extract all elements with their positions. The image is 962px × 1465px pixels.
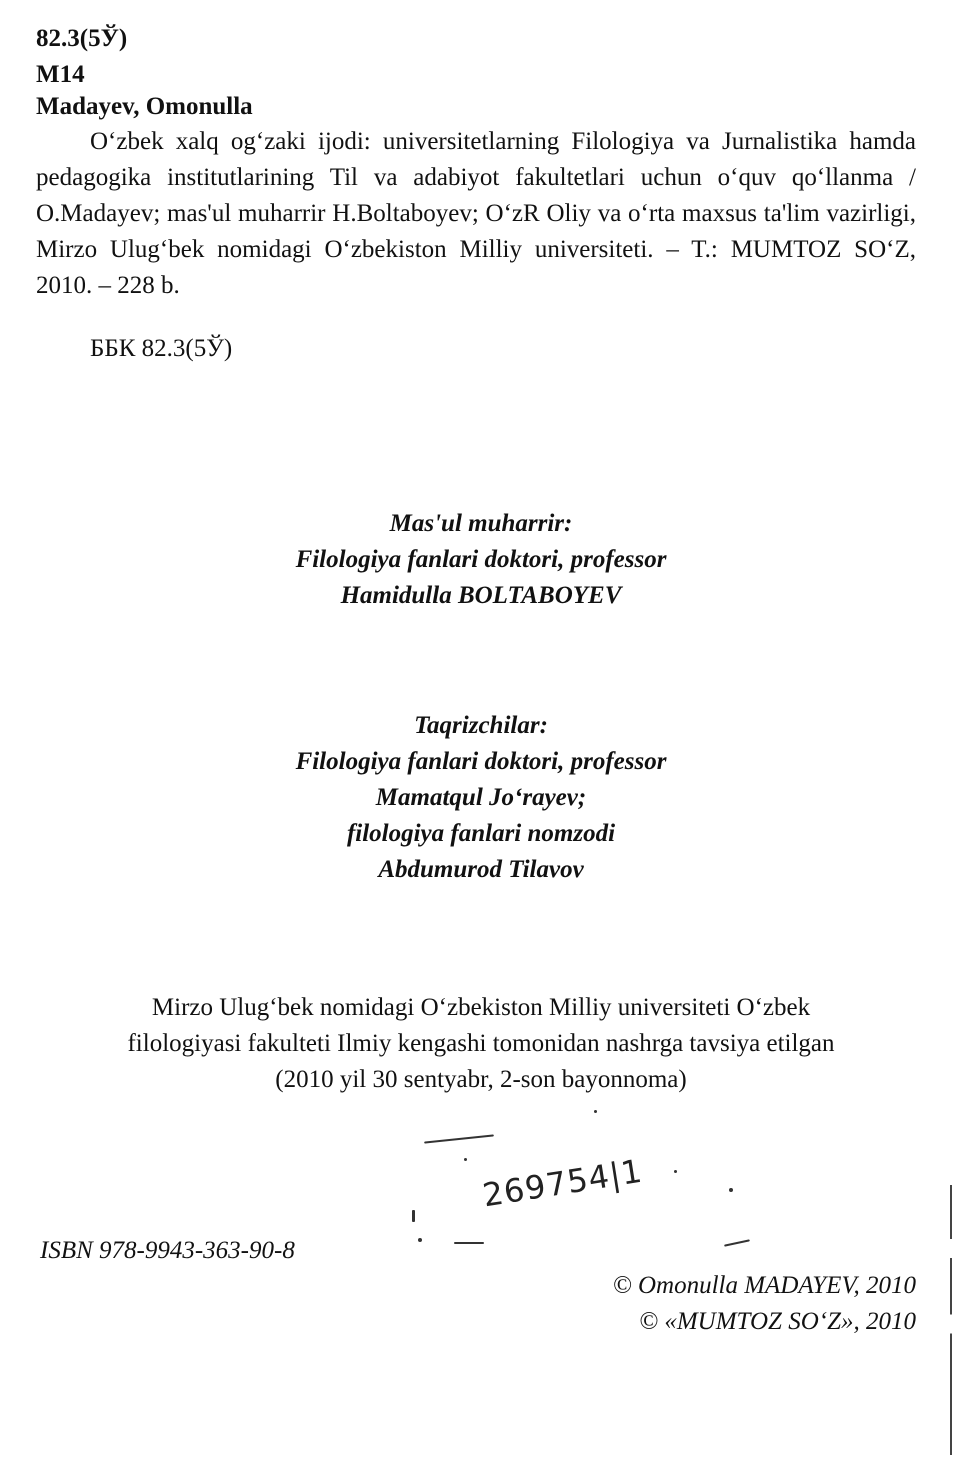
copyright-author: © Omonulla MADAYEV, 2010 xyxy=(612,1272,916,1299)
editor-name: Hamidulla BOLTABOYEV xyxy=(340,582,622,609)
author-name: Madayev, Omonulla xyxy=(36,93,253,120)
reviewers-heading: Taqrizchilar: xyxy=(414,712,548,739)
stamp-mark xyxy=(424,1134,494,1143)
stamp-mark xyxy=(724,1239,750,1246)
reviewer-1-name: Mamatqul Jo‘rayev; xyxy=(375,784,587,811)
reviewers-block xyxy=(0,708,962,888)
inventory-number: 269754|1 xyxy=(480,1151,646,1215)
bibliographic-description-block xyxy=(36,124,916,304)
bibliographic-description: O‘zbek xalq og‘zaki ijodi: universitetlarning Filologiya va Jurnalistika hamda pedagogika institutlarining Til va adabiyot fakultetlari uchun o‘quv qo‘llanma / O.Madayev; mas'ul muharrir H.Boltaboyev; O‘zR Oliy va o‘rta maxsus ta'lim vazirligi, Mirzo Ulug‘bek nomidagi O‘zbekiston Milliy universiteti. – T.: MUMTOZ SO‘Z, 2010. – 228 b. xyxy=(36,128,916,299)
reviewer-2-name: Abdumurod Tilavov xyxy=(378,856,584,883)
bbk-code: ББК 82.3(5Ў) xyxy=(90,335,233,362)
stamp-mark xyxy=(674,1170,677,1173)
author-code: M14 xyxy=(36,61,85,88)
stamp-mark xyxy=(729,1188,733,1192)
recommendation-line-1: Mirzo Ulug‘bek nomidagi O‘zbekiston Milliy universiteti O‘zbek xyxy=(151,994,811,1021)
recommendation-line-2: filologiyasi fakulteti Ilmiy kengashi tomonidan nashrga tavsiya etilgan xyxy=(127,1030,835,1057)
recommendation-block xyxy=(0,990,962,1098)
copyright-publisher: © «MUMTOZ SO‘Z», 2010 xyxy=(639,1308,916,1335)
reviewer-2-title: filologiya fanlari nomzodi xyxy=(346,820,616,847)
editor-heading: Mas'ul muharrir: xyxy=(389,510,573,537)
stamp-mark xyxy=(412,1210,415,1222)
library-inventory-stamp xyxy=(404,1110,784,1260)
copyright-block xyxy=(613,1268,916,1340)
reviewer-1-title: Filologiya fanlari doktori, professor xyxy=(295,748,667,775)
classification-code: 82.3(5Ў) xyxy=(36,25,128,52)
stamp-mark xyxy=(464,1158,467,1161)
scan-edge-shadow xyxy=(950,1185,952,1455)
isbn: ISBN 978-9943-363-90-8 xyxy=(40,1237,295,1264)
stamp-mark xyxy=(594,1110,597,1113)
editor-title: Filologiya fanlari doktori, professor xyxy=(295,546,667,573)
recommendation-line-3: (2010 yil 30 sentyabr, 2-son bayonnoma) xyxy=(275,1066,687,1093)
stamp-mark xyxy=(418,1238,422,1242)
editor-block xyxy=(0,506,962,614)
stamp-mark xyxy=(454,1242,484,1244)
